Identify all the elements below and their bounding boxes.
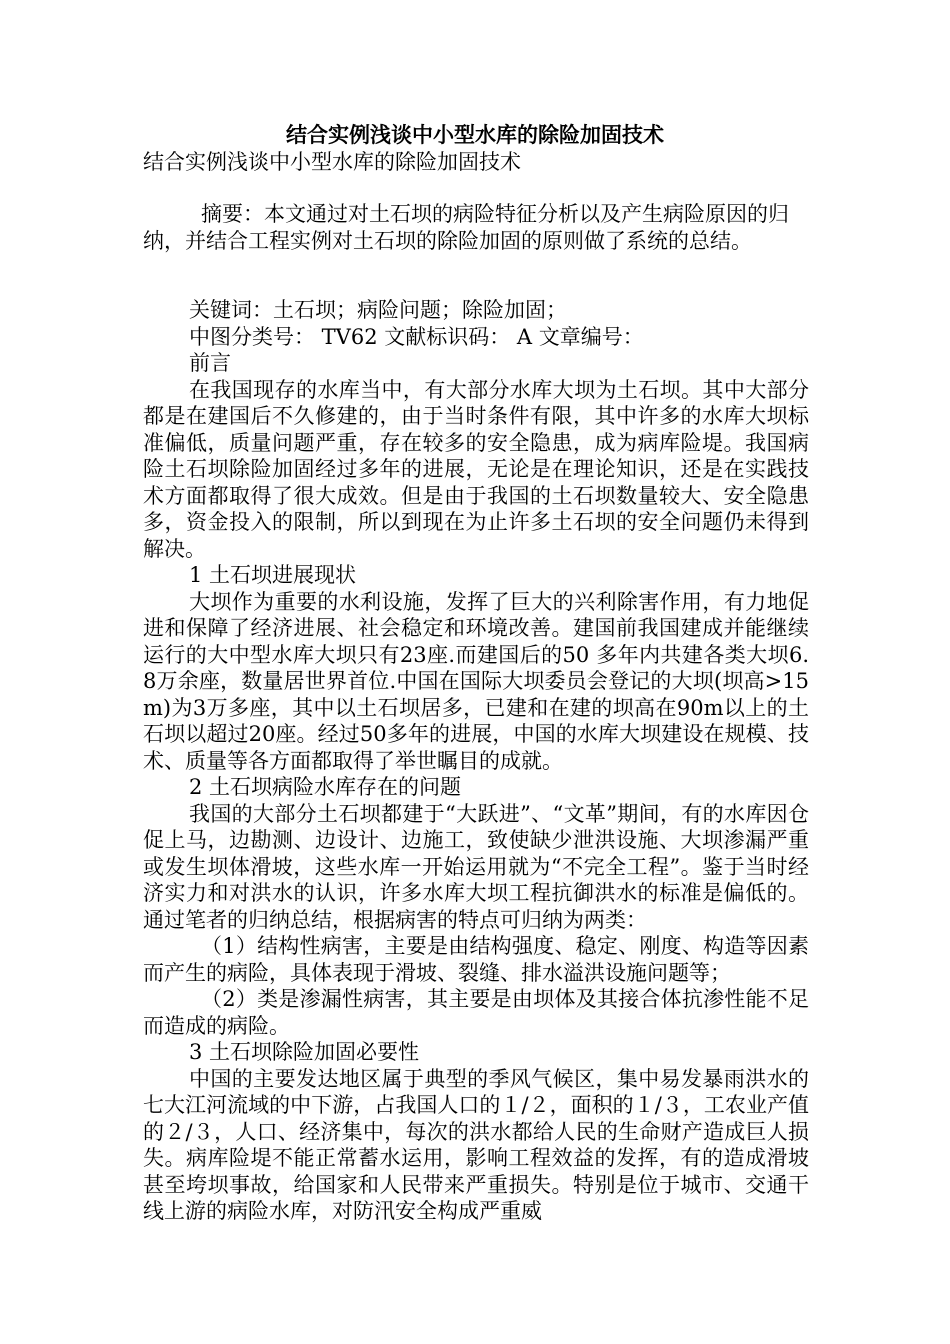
abstract-paragraph: 摘要：本文通过对土石坝的病险特征分析以及产生病险原因的归纳，并结合工程实例对土石坝的除险加固的原则做了系统的总结。: [143, 202, 789, 253]
keywords-line: 关键词：土石坝；病险问题；除险加固；: [189, 298, 567, 322]
document-body: [143, 297, 809, 1225]
section-1-paragraph: 大坝作为重要的水利设施，发挥了巨大的兴利除害作用，有力地促进和保障了经济进展、社会稳定和环境改善。建国前我国建成并能继续运行的大中型水库大坝只有23座.而建国后的50 多年内共建各类大坝6.8万余座，数量居世界首位.中国在国际大坝委员会登记的大坝(坝高>15 m)为3万多座，其中以土石坝居多，已建和在建的坝高在90m以上的土石坝以超过20座。经过50多年的进展，中国的水库大坝建设在规模、技术、质量等各方面都取得了举世瞩目的成就。: [143, 589, 809, 773]
section-1-heading: 1 土石坝进展现状: [189, 563, 357, 587]
section-2-paragraph: 我国的大部分土石坝都建于“大跃进”、“文革”期间，有的水库因仓促上马，边勘测、边设计、边施工，致使缺少泄洪设施、大坝渗漏严重或发生坝体滑坡，这些水库一开始运用就为“不完全工程”。鉴于当时经济实力和对洪水的认识，许多水库大坝工程抗御洪水的标准是偏低的。通过笔者的归纳总结，根据病害的特点可归纳为两类：: [143, 801, 809, 932]
section-2-heading: 2 土石坝病险水库存在的问题: [189, 775, 462, 799]
classification-line: 中图分类号： TV62 文献标识码： A 文章编号：: [189, 324, 644, 349]
document-title: 结合实例浅谈中小型水库的除险加固技术: [286, 123, 664, 147]
section-3-paragraph: 中国的主要发达地区属于典型的季风气候区，集中易发暴雨洪水的七大江河流域的中下游，占我国人口的１/２，面积的１/３，工农业产值的２/３，人口、经济集中，每次的洪水都给人民的生命财产造成巨人损失。病库险堤不能正常蓄水运用，影响工程效益的发挥，有的造成滑坡甚至垮坝事故，给国家和人民带来严重损失。特别是位于城市、交通干线上游的病险水库，对防汛安全构成严重威: [143, 1066, 809, 1223]
document-subtitle: 结合实例浅谈中小型水库的除险加固技术: [143, 150, 521, 174]
section-2-item-1: （1）结构性病害，主要是由结构强度、稳定、刚度、构造等因素而产生的病险，具体表现于滑坡、裂缝、排水溢洪设施问题等；: [143, 934, 809, 985]
preface-paragraph: 在我国现存的水库当中，有大部分水库大坝为土石坝。其中大部分都是在建国后不久修建的，由于当时条件有限，其中许多的水库大坝标准偏低，质量问题严重，存在较多的安全隐患，成为病库险堤。我国病险土石坝除险加固经过多年的进展，无论是在理论知识，还是在实践技术方面都取得了很大成效。但是由于我国的土石坝数量较大、安全隐患多，资金投入的限制，所以到现在为止许多土石坝的安全问题仍未得到解决。: [143, 377, 809, 561]
section-3-heading: 3 土石坝除险加固必要性: [189, 1040, 420, 1064]
section-2-item-2: （2）类是渗漏性病害，其主要是由坝体及其接合体抗渗性能不足而造成的病险。: [143, 987, 809, 1038]
preface-heading: 前言: [189, 351, 231, 375]
